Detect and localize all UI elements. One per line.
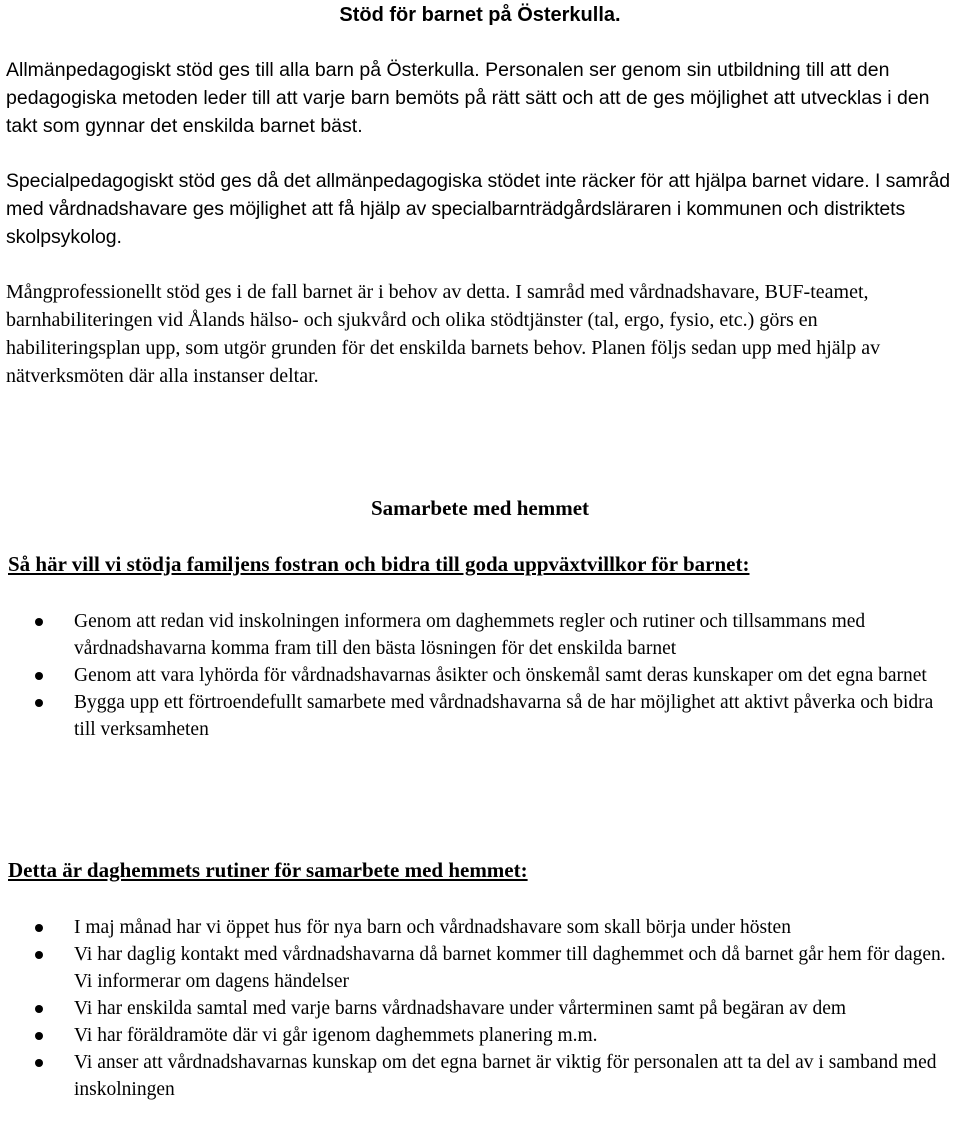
- subheading-routines: Detta är daghemmets rutiner för samarbete med hemmet:: [8, 858, 528, 882]
- bullet-icon: [35, 1059, 43, 1067]
- paragraph-multiprofessional-support: Mångprofessionellt stöd ges i de fall barnet är i behov av detta. I samråd med vårdnadshavare, BUF-teamet, barnhabiliteringen vid Ålands hälso- och sjukvård och olika stödtjänster (tal, ergo, fysio, etc.) görs en habiliteringsplan upp, som utgör grunden för det enskilda barnets behov. Planen följs sedan upp med hjälp av nätverksmöten där alla instanser deltar.: [6, 281, 881, 387]
- bullet-icon: [35, 672, 43, 680]
- list-item: Bygga upp ett förtroendefullt samarbete med vårdnadshavarna så de har möjlighet att aktivt påverka och bidra till verksamheten: [0, 689, 960, 743]
- subheading-family-support: Så här vill vi stödja familjens fostran och bidra till goda uppväxtvillkor för barnet:: [8, 552, 750, 576]
- bullet-icon: [35, 1005, 43, 1013]
- list-item: Vi har daglig kontakt med vårdnadshavarna då barnet kommer till daghemmet och då barnet går hem för dagen. Vi informerar om dagens händelser: [0, 941, 960, 995]
- bullet-icon: [35, 699, 43, 707]
- bullet-icon: [35, 951, 43, 959]
- list-routines: [0, 914, 960, 1103]
- list-item: Vi anser att vårdnadshavarnas kunskap om det egna barnet är viktig för personalen att ta del av i samband med inskolningen: [0, 1049, 960, 1103]
- bullet-icon: [35, 618, 43, 626]
- section-heading: Samarbete med hemmet: [370, 496, 590, 520]
- list-item: Vi har enskilda samtal med varje barns vårdnadshavare under vårterminen samt på begäran av dem: [0, 995, 960, 1022]
- list-item: I maj månad har vi öppet hus för nya barn och vårdnadshavare som skall börja under hösten: [0, 914, 960, 941]
- list-item: Genom att vara lyhörda för vårdnadshavarnas åsikter och önskemål samt deras kunskaper om det egna barnet: [0, 662, 960, 689]
- paragraph-general-support: Allmänpedagogiskt stöd ges till alla barn på Österkulla. Personalen ser genom sin utbildning till att den pedagogiska metoden leder till att varje barn bemöts på rätt sätt och att de ges möjlighet att utvecklas i den takt som gynnar det enskilda barnet bäst.: [6, 59, 930, 137]
- page-title: Stöd för barnet på Österkulla.: [339, 4, 621, 26]
- list-family-support: [0, 608, 960, 743]
- list-item: Genom att redan vid inskolningen informera om daghemmets regler och rutiner och tillsammans med vårdnadshavarna komma fram till den bästa lösningen för det enskilda barnet: [0, 608, 960, 662]
- paragraph-special-support: Specialpedagogiskt stöd ges då det allmänpedagogiska stödet inte räcker för att hjälpa barnet vidare. I samråd med vårdnadshavare ges möjlighet att få hjälp av specialbarnträdgårdsläraren i kommunen och distriktets skolpsykolog.: [6, 170, 950, 248]
- list-item: Vi har föräldramöte där vi går igenom daghemmets planering m.m.: [0, 1022, 960, 1049]
- bullet-icon: [35, 1032, 43, 1040]
- bullet-icon: [35, 924, 43, 932]
